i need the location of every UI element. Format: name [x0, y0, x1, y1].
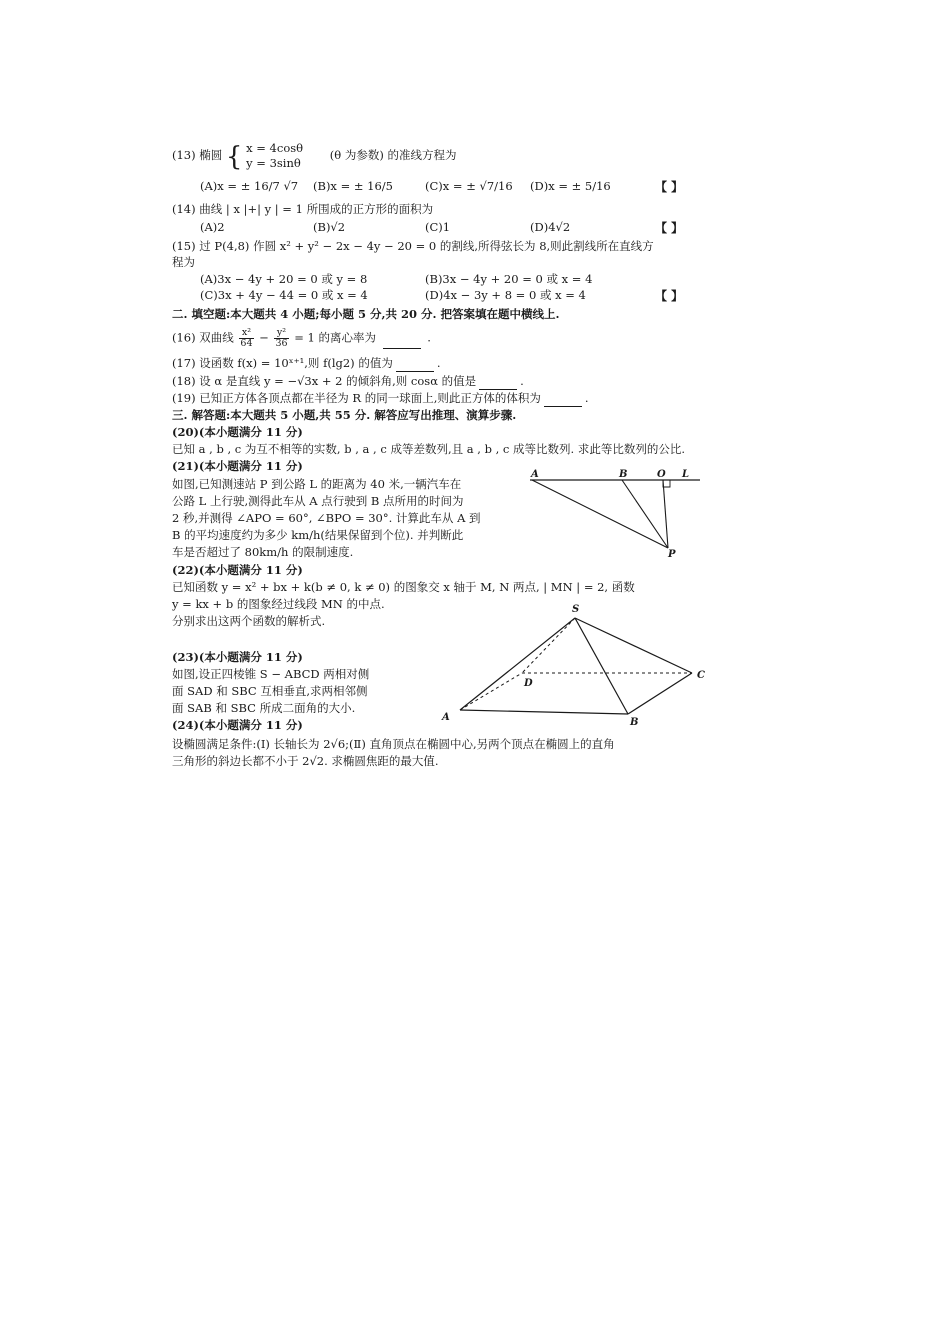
edge-sd [522, 618, 575, 673]
q19-line: (19) 已知正方体各顶点都在半径为 R 的同一球面上,则此正方体的体积为 . [172, 391, 589, 405]
q21-line-5: 车是否超过了 80km/h 的限制速度. [172, 545, 354, 559]
q15-option-a: (A)3x − 4y + 20 = 0 或 y = 8 [200, 272, 368, 286]
q15-option-c: (C)3x + 4y − 44 = 0 或 x = 4 [200, 288, 368, 302]
q17-line: (17) 设函数 f(x) = 10ˣ⁺¹,则 f(lg2) 的值为 . [172, 356, 441, 370]
segment-bp [622, 480, 668, 548]
q19-text: (19) 已知正方体各顶点都在半径为 R 的同一球面上,则此正方体的体积为 [172, 391, 541, 405]
edge-ab [460, 710, 628, 714]
q21-line-4: B 的平均速度约为多少 km/h(结果保留到个位). 并判断此 [172, 528, 464, 542]
label-l: L [682, 469, 690, 480]
q13-answer-bracket: 【 】 [655, 180, 684, 194]
q18-line: (18) 设 α 是直线 y = −√3x + 2 的倾斜角,则 cosα 的值是 . [172, 374, 524, 388]
q16-suffix: = 1 的离心率为 [294, 330, 376, 345]
q24-line-2: 三角形的斜边长都不小于 2√2. 求椭圆焦距的最大值. [172, 754, 439, 768]
q14-answer-bracket: 【 】 [655, 221, 684, 235]
label-c: C [697, 670, 705, 681]
q16-prefix: (16) 双曲线 [172, 330, 234, 345]
q19-answer-blank[interactable] [544, 394, 582, 407]
q16-answer-blank[interactable] [383, 336, 421, 349]
edge-ad [460, 673, 522, 710]
q21-figure [520, 468, 710, 560]
q15-option-d: (D)4x − 3y + 8 = 0 或 x = 4 [425, 288, 586, 302]
q16-fraction-x [239, 328, 253, 349]
q13-prefix: (13) 椭圆 [172, 148, 223, 162]
label-a: A [531, 469, 539, 480]
q14-stem: (14) 曲线 | x |+| y | = 1 所围成的正方形的面积为 [172, 202, 434, 216]
q22-line-1: 已知函数 y = x² + bx + k(b ≠ 0, k ≠ 0) 的图象交 x 轴于 M, N 两点, | MN | = 2, 函数 [172, 580, 635, 594]
q13-line2: y = 3sinθ [246, 156, 301, 170]
segment-ap [532, 480, 668, 548]
edge-bc [628, 673, 692, 714]
q21-line-1: 如图,已知测速站 P 到公路 L 的距离为 40 米,一辆汽车在 [172, 477, 462, 491]
label-b: B [619, 469, 628, 480]
right-angle-mark [663, 480, 670, 487]
label-d: D [524, 678, 533, 689]
q15-stem-line2: 程为 [172, 255, 195, 269]
q16-den2: 36 [275, 338, 288, 349]
label-a: A [442, 712, 450, 723]
q13-option-b: (B)x = ± 16/5 [313, 179, 393, 193]
q15-answer-bracket: 【 】 [655, 289, 684, 303]
q23-line-3: 面 SAB 和 SBC 所成二面角的大小. [172, 701, 356, 715]
q14-option-c: (C)1 [425, 220, 451, 234]
q18-text: (18) 设 α 是直线 y = −√3x + 2 的倾斜角,则 cosα 的值是 [172, 374, 477, 388]
q23-line-2: 面 SAD 和 SBC 互相垂直,求两相邻侧 [172, 684, 368, 698]
q15-option-b: (B)3x − 4y + 20 = 0 或 x = 4 [425, 272, 593, 286]
q21-line-3: 2 秒,并测得 ∠APO = 60°, ∠BPO = 30°. 计算此车从 A 到 [172, 511, 481, 525]
edge-sb [575, 618, 628, 714]
label-s: S [572, 604, 580, 615]
section-3-heading: 三. 解答题:本大题共 5 小题,共 55 分. 解答应写出推理、演算步骤. [172, 408, 517, 422]
q21-line-2: 公路 L 上行驶,测得此车从 A 点行驶到 B 点所用的时间为 [172, 494, 464, 508]
q14-option-d: (D)4√2 [530, 220, 571, 234]
q13-param-system [246, 141, 326, 171]
q13-option-c: (C)x = ± √7/16 [425, 179, 513, 193]
q16-fraction-y [274, 328, 288, 349]
q20-heading: (20)(本小题满分 11 分) [172, 425, 303, 439]
q24-line-1: 设椭圆满足条件:(Ⅰ) 长轴长为 2√6;(Ⅱ) 直角顶点在椭圆中心,另两个顶点在椭圆上的直角 [172, 737, 615, 751]
q22-line-3: 分别求出这两个函数的解析式. [172, 614, 326, 628]
q21-heading: (21)(本小题满分 11 分) [172, 459, 303, 473]
label-b: B [630, 717, 639, 728]
q23-line-1: 如图,设正四棱锥 S − ABCD 两相对侧 [172, 667, 370, 681]
q22-line-2: y = kx + b 的图象经过线段 MN 的中点. [172, 597, 385, 611]
q24-heading: (24)(本小题满分 11 分) [172, 718, 303, 732]
q18-answer-blank[interactable] [479, 377, 517, 390]
brace-glyph: { [225, 142, 243, 172]
q23-pyramid-figure [430, 598, 720, 730]
q22-heading: (22)(本小题满分 11 分) [172, 563, 303, 577]
edge-sc [575, 618, 692, 673]
q14-option-a: (A)2 [200, 220, 225, 234]
q16-line [172, 328, 431, 349]
q13-line1: x = 4cosθ [246, 141, 304, 155]
segment-op [663, 480, 668, 548]
q15-stem-line1: (15) 过 P(4,8) 作圆 x² + y² − 2x − 4y − 20 = 0 的割线,所得弦长为 8,则此割线所在直线方 [172, 239, 654, 253]
q16-num2: y² [274, 328, 288, 339]
q17-text: (17) 设函数 f(x) = 10ˣ⁺¹,则 f(lg2) 的值为 [172, 356, 393, 370]
q13-option-d: (D)x = ± 5/16 [530, 179, 611, 193]
q13-suffix: (θ 为参数) 的准线方程为 [329, 148, 457, 162]
q14-option-b: (B)√2 [313, 220, 346, 234]
edge-sa [460, 618, 575, 710]
q16-minus: − [259, 330, 273, 345]
q16-num1: x² [239, 328, 253, 339]
q20-body: 已知 a , b , c 为互不相等的实数, b , a , c 成等差数列,且 a , b , c 成等比数列. 求此等比数列的公比. [172, 442, 685, 456]
q16-den1: 64 [240, 338, 253, 349]
section-2-heading: 二. 填空题:本大题共 4 小题;每小题 5 分,共 20 分. 把答案填在题中横线上. [172, 307, 560, 321]
q23-heading: (23)(本小题满分 11 分) [172, 650, 303, 664]
q13-option-a: (A)x = ± 16/7 √7 [200, 179, 299, 193]
q16-end: . [427, 330, 431, 345]
q13-stem [172, 141, 457, 171]
q17-answer-blank[interactable] [396, 359, 434, 372]
label-o: O [657, 469, 666, 480]
label-p: P [668, 549, 676, 560]
